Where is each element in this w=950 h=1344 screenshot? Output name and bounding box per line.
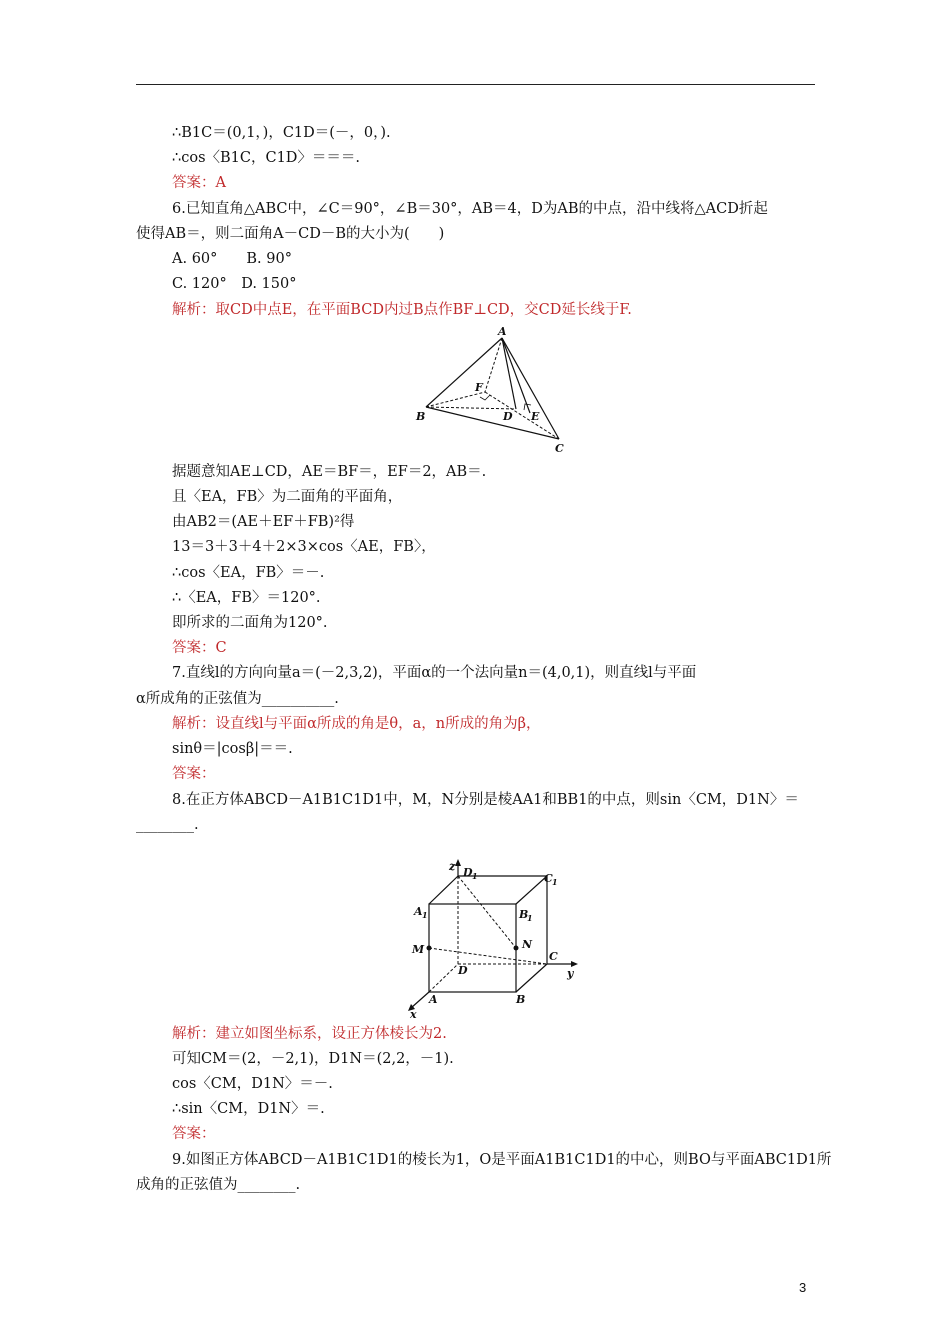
header-rule [136,84,815,85]
question-6-line-2: 使得AB＝，则二面角A－CD－B的大小为( ) [136,226,445,242]
edge-a1-d1 [429,876,458,904]
solution-6-line-2: 且〈EA，FB〉为二面角的平面角， [172,489,403,505]
label-n: N [522,938,533,951]
line-1: ∴B1C＝(0,1，)，C1D＝(－，0，). [172,125,391,141]
question-6-line-1: 6.已知直角△ABC中，∠C＝90°，∠B＝30°，AB＝4，D为AB的中点，沿中线将△ACD折起 [172,201,768,217]
question-9-line-2: 成角的正弦值为________. [136,1177,301,1193]
label-y: y [567,967,574,980]
label-c: C [549,950,558,963]
figure-1-tetrahedron [412,325,587,457]
question-7-line-2: α所成角的正弦值为__________. [136,691,339,707]
line-2: ∴cos〈B1C，C1D〉＝＝＝. [172,150,361,166]
edge-ad [502,338,516,409]
answer-8: 答案： [172,1126,216,1142]
label-z: z [449,860,456,873]
question-7-line-1: 7.直线l的方向向量a＝(－2,3,2)，平面α的一个法向量n＝(4,0,1)，则直线l与平面 [172,665,697,681]
question-6-options-cd: C. 120° D. 150° [172,276,297,292]
edge-ac [502,338,559,439]
edge-b-c [516,964,547,992]
segment-d1-n [458,876,516,948]
label-d1: D [463,866,473,879]
label-d: D [458,964,468,977]
edge-b1-c1 [516,876,547,904]
solution-6-line-4: 13＝3＋3＋4＋2×3×cos〈AE，FB〉， [172,539,436,555]
solution-6-line-3: 由AB2＝(AE＋EF＋FB)²得 [172,514,355,530]
solution-7-line-2: sinθ＝|cosβ|＝＝. [172,741,293,757]
solution-6-intro: 解析：取CD中点E，在平面BCD内过B点作BF⊥CD，交CD延长线于F. [172,302,632,318]
solution-6-line-5: ∴cos〈EA，FB〉＝－. [172,565,325,581]
solution-6-line-1: 据题意知AE⊥CD，AE＝BF＝，EF＝2，AB＝. [172,464,487,480]
label-b1-sub: 1 [527,913,533,923]
right-angle-mark-f [480,395,490,400]
label-a1: A [414,905,423,918]
label-c: C [555,442,564,455]
answer-5: 答案：A [172,175,226,191]
label-f: F [475,381,483,394]
solution-8-line-2: 可知CM＝(2，－2,1)，D1N＝(2,2，－1). [172,1051,454,1067]
point-n [514,946,519,951]
page-number: 3 [799,1280,807,1295]
question-8-line-2: ________. [136,817,199,833]
label-b1: B [519,908,529,921]
label-a1-sub: 1 [422,910,428,920]
question-9-line-1: 9.如图正方体ABCD－A1B1C1D1的棱长为1，O是平面A1B1C1D1的中心，则BO与平面ABC1D1所 [172,1152,832,1168]
solution-6-line-6: ∴〈EA，FB〉＝120°. [172,590,321,606]
label-b: B [416,410,426,423]
cube-front-face [429,904,516,992]
label-c1-sub: 1 [552,877,558,887]
label-m: M [412,943,425,956]
label-x: x [410,1008,417,1018]
x-axis [411,992,429,1008]
label-a: A [429,993,438,1006]
solution-6-line-7: 即所求的二面角为120°. [172,615,328,631]
figure-2-cube-coordinates [405,856,585,1018]
solution-8-line-3: cos〈CM，D1N〉＝－. [172,1076,333,1092]
question-8-line-1: 8.在正方体ABCD－A1B1C1D1中，M，N分别是棱AA1和BB1的中点，则sin〈CM，D1N〉＝ [172,792,799,808]
point-m [427,946,432,951]
label-a: A [498,325,507,338]
edge-ab [426,338,502,407]
question-6-options-ab: A. 60° B. 90° [172,251,292,267]
label-e: E [531,410,540,423]
z-axis-arrow [455,859,461,866]
label-d1-sub: 1 [472,871,478,881]
edge-ae [502,338,530,413]
label-b: B [516,993,526,1006]
solution-7-line-1: 解析：设直线l与平面α所成的角是θ，a，n所成的角为β， [172,716,541,732]
edge-bd [426,407,516,409]
edge-a-d [429,964,458,992]
label-c1: C [544,872,553,885]
label-d: D [503,410,513,423]
solution-8-line-1: 解析：建立如图坐标系，设正方体棱长为2. [172,1026,447,1042]
answer-6: 答案：C [172,640,227,656]
edge-fc [485,392,559,439]
solution-8-line-4: ∴sin〈CM，D1N〉＝. [172,1101,325,1117]
answer-7: 答案： [172,766,216,782]
